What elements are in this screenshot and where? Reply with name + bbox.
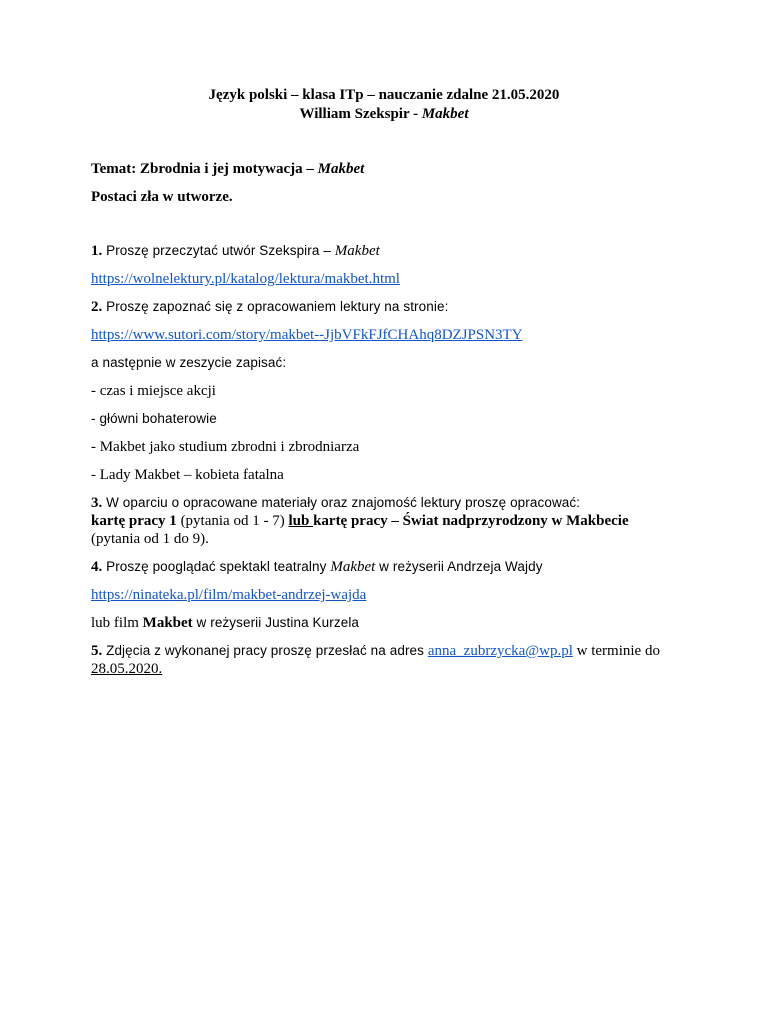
- item-1-number: 1.: [91, 243, 103, 259]
- wolnelektury-link[interactable]: https://wolnelektury.pl/katalog/lektura/makbet.html: [91, 271, 400, 287]
- header-line-1: Język polski – klasa ITp – nauczanie zdalne 21.05.2020: [208, 87, 560, 103]
- work-card-2: kartę pracy – Świat nadprzyrodzony w Makbecie: [313, 513, 629, 529]
- item-5-text: Zdjęcia z wykonanej pracy proszę przesłać na adres: [102, 643, 428, 658]
- list-item: - główni bohaterowie: [91, 411, 217, 426]
- list-item: - Makbet jako studium zbrodni i zbrodniarza: [91, 439, 360, 455]
- list-item: - Lady Makbet – kobieta fatalna: [91, 467, 284, 483]
- item-4-link-line: [91, 586, 366, 604]
- list-item: - czas i miejsce akcji: [91, 383, 216, 399]
- item-4-alt-prefix: lub film: [91, 615, 143, 631]
- item-2-number: 2.: [91, 299, 103, 315]
- item-1-link-line: [91, 270, 400, 288]
- item-2: [91, 298, 448, 316]
- work-card-1-range: (pytania od 1 - 7): [176, 513, 289, 529]
- item-4-rest: w reżyserii Andrzeja Wajdy: [375, 559, 543, 574]
- item-4-text: Proszę pooglądać spektakl teatralny: [102, 559, 331, 574]
- item-4-alt-rest: w reżyserii Justina Kurzela: [192, 615, 360, 630]
- header-author: William Szekspir -: [299, 106, 422, 122]
- document-header: [0, 86, 768, 124]
- item-2-text: Proszę zapoznać się z opracowaniem lektury na stronie:: [102, 299, 449, 314]
- item-2-after: a następnie w zeszycie zapisać:: [91, 355, 287, 370]
- item-2-link-line: [91, 326, 523, 344]
- item-4: [91, 558, 543, 576]
- item-4-alt-title: Makbet: [142, 615, 193, 631]
- item-3-cards: [91, 512, 629, 530]
- or-label: lub: [288, 513, 314, 529]
- deadline-date: 28.05.2020.: [91, 661, 163, 677]
- item-1-title: Makbet: [334, 243, 380, 259]
- topic-prefix: Temat: Zbrodnia i jej motywacja –: [91, 161, 318, 177]
- header-line-2: [0, 105, 768, 124]
- item-5: [91, 642, 660, 660]
- email-link[interactable]: anna_zubrzycka@wp.pl: [427, 643, 573, 659]
- item-5-rest: w terminie do: [572, 643, 660, 659]
- subtopic-line: Postaci zła w utworze.: [91, 189, 233, 205]
- item-1-text: Proszę przeczytać utwór Szekspira –: [102, 243, 335, 258]
- item-3-text: W oparciu o opracowane materiały oraz znajomość lektury proszę opracować:: [102, 495, 581, 510]
- ninateka-link[interactable]: https://ninateka.pl/film/makbet-andrzej-wajda: [91, 587, 367, 603]
- item-3-range-2: (pytania od 1 do 9).: [91, 531, 209, 547]
- topic-title: Makbet: [317, 161, 365, 177]
- sutori-link[interactable]: https://www.sutori.com/story/makbet--JjbVFkFJfCHAhq8DZJPSN3TY: [91, 327, 523, 343]
- topic-line: [91, 160, 364, 178]
- item-3-number: 3.: [91, 495, 103, 511]
- item-3: [91, 494, 580, 512]
- item-5-number: 5.: [91, 643, 103, 659]
- item-1: [91, 242, 380, 260]
- item-4-number: 4.: [91, 559, 103, 575]
- work-card-1: kartę pracy 1: [91, 513, 177, 529]
- item-4-alt: [91, 614, 359, 632]
- item-4-title: Makbet: [330, 559, 376, 575]
- header-work-title: Makbet: [421, 106, 469, 122]
